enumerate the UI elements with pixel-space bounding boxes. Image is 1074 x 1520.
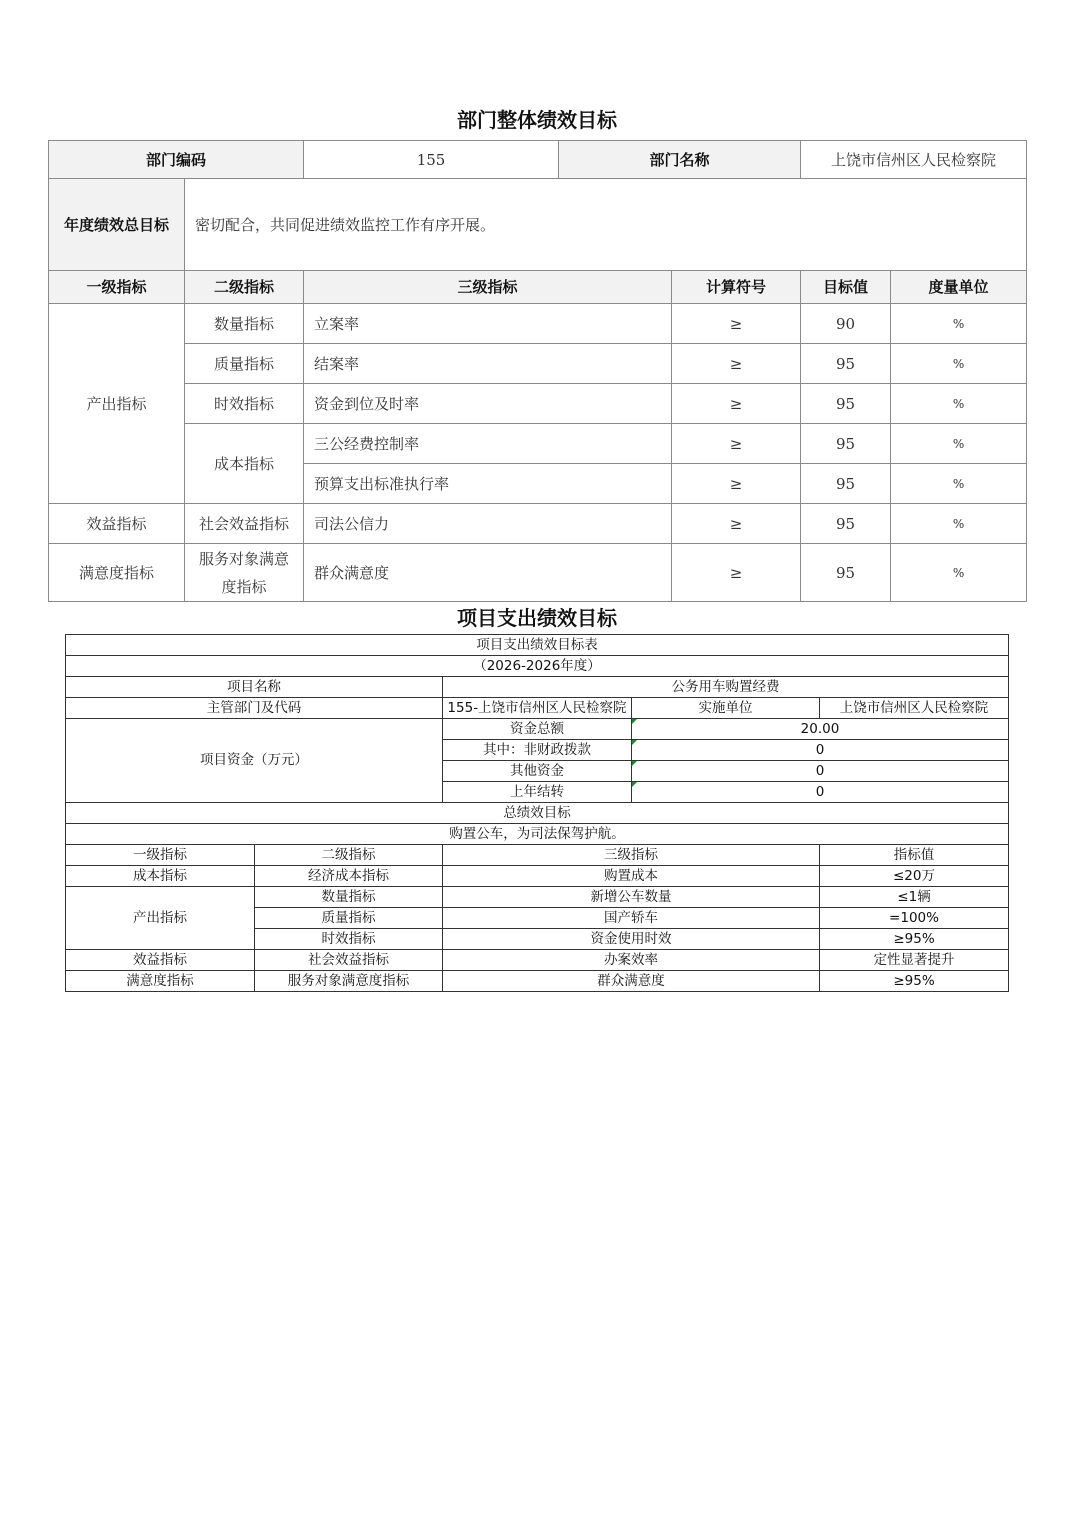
indicator-unit: % xyxy=(891,464,1027,504)
project-dept-row xyxy=(66,698,1009,719)
indicator-name: 司法公信力 xyxy=(304,504,672,544)
indicator-unit: % xyxy=(891,504,1027,544)
header-level1: 一级指标 xyxy=(49,271,185,304)
sub-quality: 质量指标 xyxy=(185,344,304,384)
table-row xyxy=(49,544,1027,602)
indicator-unit: % xyxy=(891,544,1027,602)
project-period: （2026-2026年度） xyxy=(66,656,1009,677)
table-row xyxy=(66,971,1009,992)
table-row xyxy=(49,424,1027,464)
table-row xyxy=(49,504,1027,544)
header-level2: 二级指标 xyxy=(185,271,304,304)
proj-level3: 资金使用时效 xyxy=(443,929,820,950)
proj-level1: 产出指标 xyxy=(66,887,255,950)
group-benefit: 效益指标 xyxy=(49,504,185,544)
goal-label: 总绩效目标 xyxy=(66,803,1009,824)
proj-value: =100% xyxy=(820,908,1009,929)
sub-service xyxy=(185,544,304,602)
proj-header-level3: 三级指标 xyxy=(443,845,820,866)
fund-item-value: 20.00 xyxy=(632,719,1009,740)
indicator-name: 立案率 xyxy=(304,304,672,344)
project-dept-label: 主管部门及代码 xyxy=(66,698,443,719)
indicator-value: 90 xyxy=(801,304,891,344)
annual-goal-value: 密切配合，共同促进绩效监控工作有序开展。 xyxy=(185,179,1027,271)
sub-service-line1: 服务对象满意 xyxy=(199,549,290,568)
fund-item-label: 上年结转 xyxy=(443,782,632,803)
fund-item-value: 0 xyxy=(632,782,1009,803)
project-name-label: 项目名称 xyxy=(66,677,443,698)
project-impl-label: 实施单位 xyxy=(632,698,820,719)
indicator-name: 结案率 xyxy=(304,344,672,384)
indicator-value: 95 xyxy=(801,344,891,384)
sub-cost: 成本指标 xyxy=(185,424,304,504)
proj-level3: 国产轿车 xyxy=(443,908,820,929)
fund-item-label: 其中：非财政拨款 xyxy=(443,740,632,761)
proj-level2: 数量指标 xyxy=(255,887,443,908)
indicator-value: 95 xyxy=(801,384,891,424)
annual-goal-label: 年度绩效总目标 xyxy=(49,179,185,271)
project-performance-table xyxy=(65,634,1009,992)
indicator-name: 群众满意度 xyxy=(304,544,672,602)
proj-header-value: 指标值 xyxy=(820,845,1009,866)
header-level3: 三级指标 xyxy=(304,271,672,304)
indicator-symbol: ≥ xyxy=(672,344,801,384)
sub-timeliness: 时效指标 xyxy=(185,384,304,424)
proj-level3: 购置成本 xyxy=(443,866,820,887)
proj-value: ≤1辆 xyxy=(820,887,1009,908)
proj-level2: 经济成本指标 xyxy=(255,866,443,887)
header-target: 目标值 xyxy=(801,271,891,304)
project-header-row xyxy=(66,845,1009,866)
table-row xyxy=(66,887,1009,908)
proj-value: ≥95% xyxy=(820,929,1009,950)
indicator-value: 95 xyxy=(801,544,891,602)
header-unit: 度量单位 xyxy=(891,271,1027,304)
project-performance-title: 项目支出绩效目标 xyxy=(457,606,617,630)
fund-label: 项目资金（万元） xyxy=(66,719,443,803)
indicator-name: 三公经费控制率 xyxy=(304,424,672,464)
proj-value: 定性显著提升 xyxy=(820,950,1009,971)
proj-level3: 群众满意度 xyxy=(443,971,820,992)
proj-value: ≤20万 xyxy=(820,866,1009,887)
goal-value-row xyxy=(66,824,1009,845)
indicator-unit: % xyxy=(891,424,1027,464)
proj-level1: 效益指标 xyxy=(66,950,255,971)
dept-name-label: 部门名称 xyxy=(559,141,801,179)
proj-value: ≥95% xyxy=(820,971,1009,992)
project-name-row xyxy=(66,677,1009,698)
goal-label-row xyxy=(66,803,1009,824)
indicator-symbol: ≥ xyxy=(672,384,801,424)
table-row xyxy=(49,384,1027,424)
fund-item-label: 其他资金 xyxy=(443,761,632,782)
table-row xyxy=(49,344,1027,384)
goal-value: 购置公车，为司法保驾护航。 xyxy=(66,824,1009,845)
proj-level1: 成本指标 xyxy=(66,866,255,887)
dept-name-value: 上饶市信州区人民检察院 xyxy=(801,141,1027,179)
table-row xyxy=(66,950,1009,971)
table-row xyxy=(49,304,1027,344)
dept-performance-title: 部门整体绩效目标 xyxy=(457,108,617,132)
proj-level2: 质量指标 xyxy=(255,908,443,929)
indicator-unit: % xyxy=(891,384,1027,424)
dept-code-value: 155 xyxy=(304,141,559,179)
sub-social: 社会效益指标 xyxy=(185,504,304,544)
indicator-symbol: ≥ xyxy=(672,464,801,504)
group-satisfaction: 满意度指标 xyxy=(49,544,185,602)
annual-goal-row xyxy=(49,179,1027,271)
sub-service-line2: 度指标 xyxy=(221,577,267,596)
project-dept-value: 155-上饶市信州区人民检察院 xyxy=(443,698,632,719)
group-output: 产出指标 xyxy=(49,304,185,504)
project-name-value: 公务用车购置经费 xyxy=(443,677,1009,698)
proj-header-level2: 二级指标 xyxy=(255,845,443,866)
indicator-name: 资金到位及时率 xyxy=(304,384,672,424)
indicator-name: 预算支出标准执行率 xyxy=(304,464,672,504)
indicator-unit: % xyxy=(891,344,1027,384)
proj-level3: 办案效率 xyxy=(443,950,820,971)
project-table-title-row xyxy=(66,635,1009,656)
dept-performance-table xyxy=(48,140,1027,602)
fund-row xyxy=(66,719,1009,740)
proj-level3: 新增公车数量 xyxy=(443,887,820,908)
indicator-symbol: ≥ xyxy=(672,504,801,544)
project-impl-value: 上饶市信州区人民检察院 xyxy=(820,698,1009,719)
indicator-symbol: ≥ xyxy=(672,304,801,344)
proj-level2: 时效指标 xyxy=(255,929,443,950)
proj-level1: 满意度指标 xyxy=(66,971,255,992)
indicator-symbol: ≥ xyxy=(672,544,801,602)
proj-header-level1: 一级指标 xyxy=(66,845,255,866)
fund-item-value: 0 xyxy=(632,740,1009,761)
project-period-row xyxy=(66,656,1009,677)
table-row xyxy=(66,866,1009,887)
dept-code-label: 部门编码 xyxy=(49,141,304,179)
header-symbol: 计算符号 xyxy=(672,271,801,304)
proj-level2: 服务对象满意度指标 xyxy=(255,971,443,992)
fund-item-value: 0 xyxy=(632,761,1009,782)
proj-level2: 社会效益指标 xyxy=(255,950,443,971)
sub-quantity: 数量指标 xyxy=(185,304,304,344)
project-table-title: 项目支出绩效目标表 xyxy=(66,635,1009,656)
indicator-value: 95 xyxy=(801,464,891,504)
indicator-symbol: ≥ xyxy=(672,424,801,464)
indicator-header-row xyxy=(49,271,1027,304)
fund-item-label: 资金总额 xyxy=(443,719,632,740)
indicator-value: 95 xyxy=(801,424,891,464)
indicator-unit: % xyxy=(891,304,1027,344)
indicator-value: 95 xyxy=(801,504,891,544)
dept-info-row xyxy=(49,141,1027,179)
